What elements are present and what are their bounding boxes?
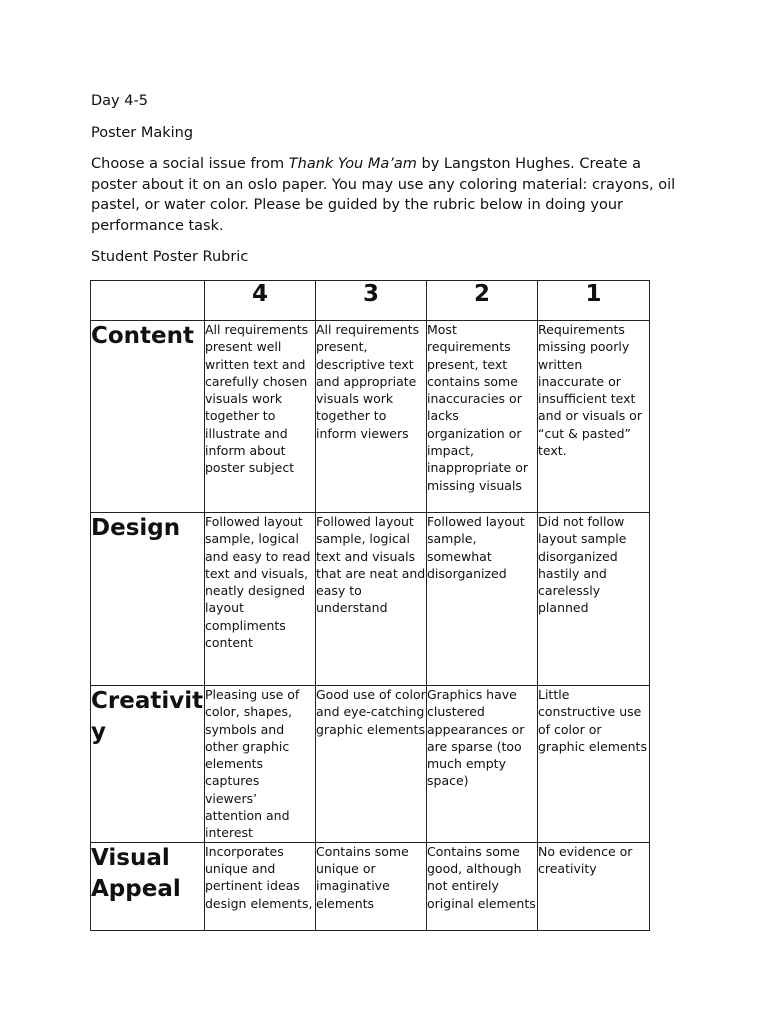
- rubric-cell: Contains some unique or imaginative elements: [316, 842, 427, 930]
- rubric-cell: Incorporates unique and pertinent ideas design elements,: [205, 842, 316, 930]
- rubric-table: [90, 280, 650, 931]
- criterion-visual-appeal: Visual Appeal: [91, 842, 205, 930]
- rubric-row-creativity: [91, 686, 650, 843]
- rubric-cell: Pleasing use of color, shapes, symbols and other graphic elements captures viewers’ attention and interest: [205, 686, 316, 843]
- score-header-1: 1: [538, 281, 650, 321]
- rubric-cell: Did not follow layout sample disorganized hastily and carelessly planned: [538, 513, 650, 686]
- instructions-text-1: Choose a social issue from: [91, 156, 289, 172]
- rubric-header-row: [91, 281, 650, 321]
- criterion-content: Content: [91, 321, 205, 513]
- activity-title: Poster Making: [91, 125, 194, 141]
- rubric-cell: Good use of color and eye-catching graphic elements: [316, 686, 427, 843]
- score-header-2: 2: [427, 281, 538, 321]
- rubric-cell: Most requirements present, text contains some inaccuracies or lacks organization or impact, inappropriate or missing visuals: [427, 321, 538, 513]
- rubric-cell: Requirements missing poorly written inaccurate or insufficient text and or visuals or “cut & pasted” text.: [538, 321, 650, 513]
- rubric-row-visual-appeal: [91, 842, 650, 930]
- rubric-row-design: [91, 513, 650, 686]
- score-header-3: 3: [316, 281, 427, 321]
- rubric-title: Student Poster Rubric: [91, 249, 249, 265]
- rubric-cell: All requirements present, descriptive text and appropriate visuals work together to inform viewers: [316, 321, 427, 513]
- instructions-text-2: by Langston Hughes. Create a poster about it on an oslo paper. You may use any coloring material: crayons, oil pastel, or water color. Please be guided by the rubric below in doing your performance task.: [91, 156, 676, 234]
- rubric-row-content: [91, 321, 650, 513]
- rubric-cell: Graphics have clustered appearances or are sparse (too much empty space): [427, 686, 538, 843]
- day-label: Day 4-5: [91, 93, 148, 109]
- rubric-cell: Little constructive use of color or graphic elements: [538, 686, 650, 843]
- rubric-cell: Followed layout sample, logical text and visuals that are neat and easy to understand: [316, 513, 427, 686]
- rubric-cell: Followed layout sample, logical and easy to read text and visuals, neatly designed layout compliments content: [205, 513, 316, 686]
- instructions-paragraph: [91, 154, 691, 236]
- rubric-corner-cell: [91, 281, 205, 321]
- rubric-cell: Followed layout sample, somewhat disorganized: [427, 513, 538, 686]
- story-title: Thank You Ma’am: [288, 156, 417, 172]
- score-header-4: 4: [205, 281, 316, 321]
- criterion-design: Design: [91, 513, 205, 686]
- rubric-cell: All requirements present well written text and carefully chosen visuals work together to illustrate and inform about poster subject: [205, 321, 316, 513]
- rubric-cell: Contains some good, although not entirely original elements: [427, 842, 538, 930]
- criterion-creativity: Creativity: [91, 686, 205, 843]
- rubric-cell: No evidence or creativity: [538, 842, 650, 930]
